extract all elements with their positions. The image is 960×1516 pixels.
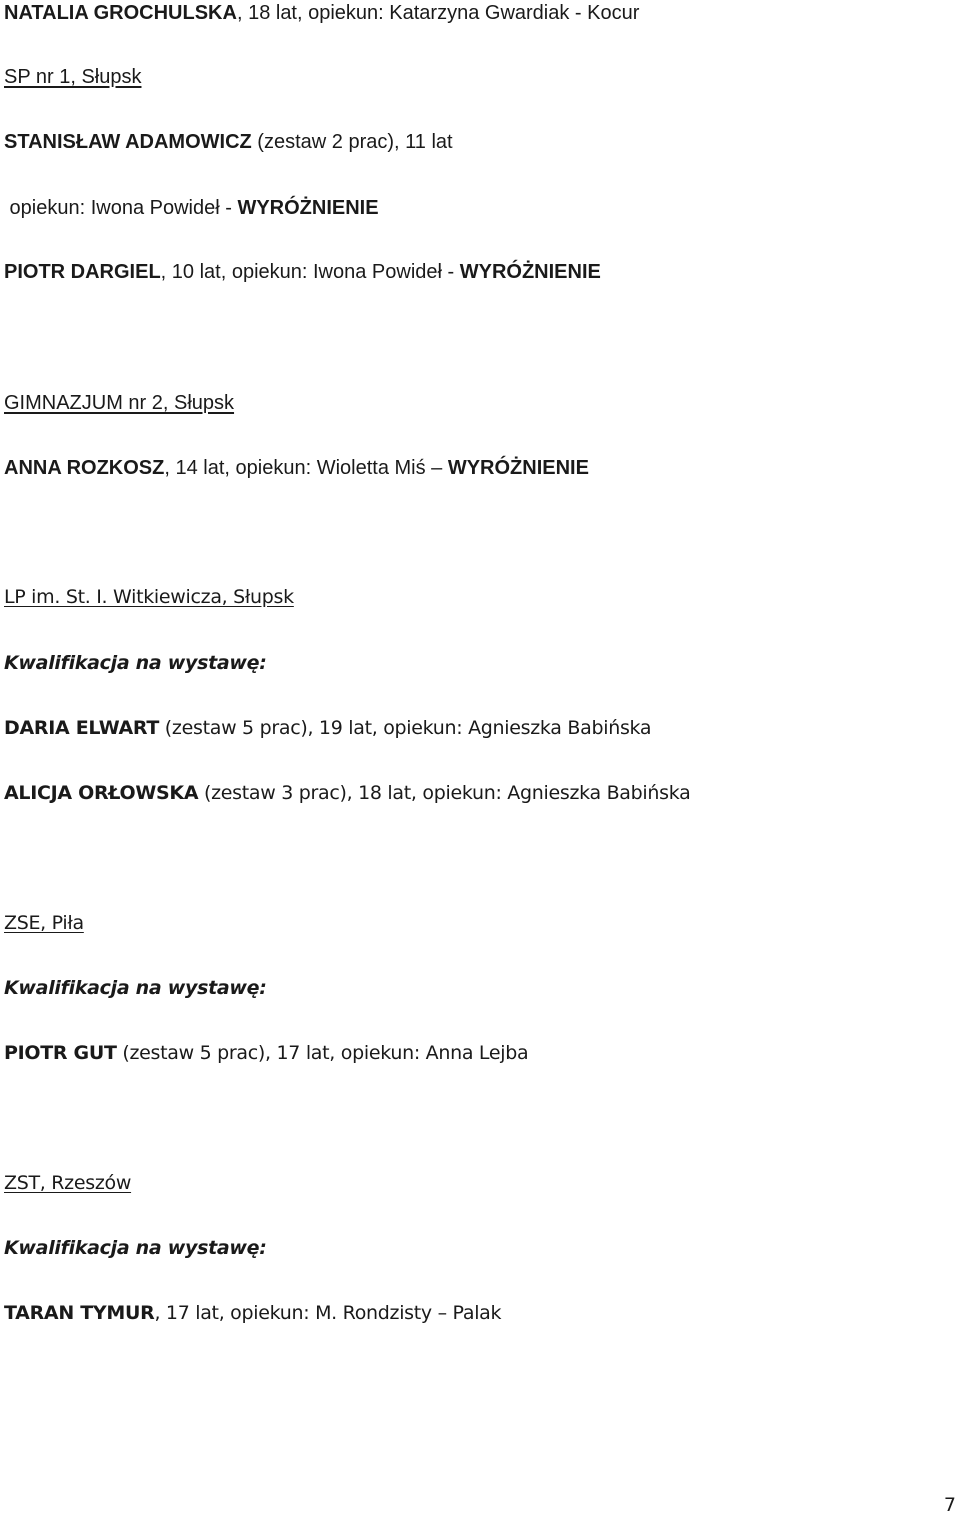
student-name: PIOTR DARGIEL: [4, 261, 161, 283]
school-heading: ZSE, Piła: [4, 912, 84, 934]
school-heading: ZST, Rzeszów: [4, 1172, 132, 1194]
page-number: 7: [943, 1494, 956, 1516]
school-heading: SP nr 1, Słupsk: [4, 66, 142, 88]
school-heading: LP im. St. I. Witkiewicza, Słupsk: [4, 586, 294, 608]
entry-line: [4, 129, 453, 155]
entry-details: (zestaw 5 prac), 19 lat, opiekun: Agnieszka Babińska: [159, 717, 652, 739]
student-name: ANNA ROZKOSZ: [4, 457, 165, 479]
student-name: NATALIA GROCHULSKA: [4, 2, 237, 24]
entry-details: (zestaw 2 prac), 11 lat: [251, 131, 453, 153]
entry-line: [4, 455, 589, 481]
entry-line: [4, 0, 639, 26]
student-name: TARAN TYMUR: [4, 1302, 155, 1324]
entry-line: [4, 1040, 528, 1066]
entry-details: (zestaw 3 prac), 18 lat, opiekun: Agnieszka Babińska: [198, 782, 691, 804]
qualification-heading: Kwalifikacja na wystawę:: [4, 977, 267, 999]
qualification-heading: Kwalifikacja na wystawę:: [4, 1237, 267, 1259]
entry-line: [4, 715, 651, 741]
entry-details: (zestaw 5 prac), 17 lat, opiekun: Anna Lejba: [116, 1042, 529, 1064]
award-label: WYRÓŻNIENIE: [237, 197, 379, 219]
entry-details: , 18 lat, opiekun: Katarzyna Gwardiak - Kocur: [236, 2, 640, 24]
school-heading: GIMNAZJUM nr 2, Słupsk: [4, 392, 235, 414]
entry-line: [4, 195, 379, 221]
entry-line: [4, 259, 601, 285]
entry-details: , 10 lat, opiekun: Iwona Powideł -: [160, 261, 460, 283]
award-label: WYRÓŻNIENIE: [459, 261, 601, 283]
award-label: WYRÓŻNIENIE: [447, 457, 589, 479]
student-name: ALICJA ORŁOWSKA: [4, 782, 199, 804]
entry-line: [4, 1300, 501, 1326]
entry-details: , 14 lat, opiekun: Wioletta Miś –: [164, 457, 448, 479]
student-name: STANISŁAW ADAMOWICZ: [4, 131, 252, 153]
student-name: DARIA ELWART: [4, 717, 160, 739]
entry-details: opiekun: Iwona Powideł -: [4, 197, 238, 219]
entry-details: , 17 lat, opiekun: M. Rondzisty – Palak: [154, 1302, 502, 1324]
qualification-heading: Kwalifikacja na wystawę:: [4, 652, 267, 674]
student-name: PIOTR GUT: [4, 1042, 117, 1064]
entry-line: [4, 780, 690, 806]
